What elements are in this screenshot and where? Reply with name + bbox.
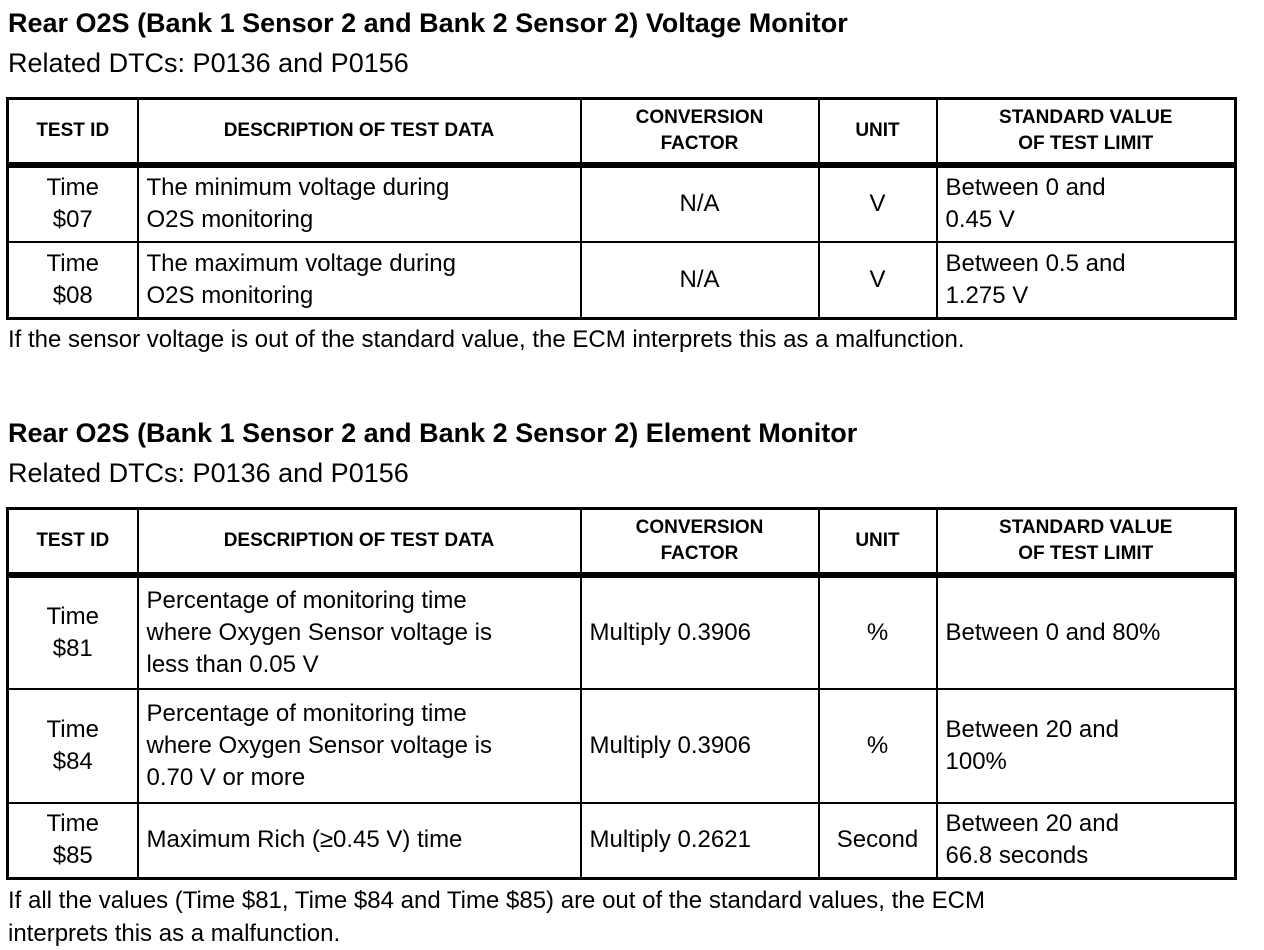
section1-note: If the sensor voltage is out of the standard value, the ECM interprets this as a malfunction. xyxy=(8,326,965,353)
description-line: where Oxygen Sensor voltage is xyxy=(146,618,493,646)
test-id-code: $85 xyxy=(52,842,93,870)
section2-title: Rear O2S (Bank 1 Sensor 2 and Bank 2 Sensor 2) Element Monitor xyxy=(8,418,858,448)
limit-line: 100% xyxy=(945,747,1007,775)
description-cell xyxy=(138,803,581,879)
note-line: If all the values (Time $81, Time $84 and Time $85) are out of the standard values, the ECM xyxy=(8,887,985,914)
unit-cell: Second xyxy=(819,803,937,879)
header-standard-line2: OF TEST LIMIT xyxy=(1018,132,1154,154)
test-id-code: $07 xyxy=(52,206,93,233)
header-conversion-line2: FACTOR xyxy=(660,542,739,564)
header-standard-value xyxy=(937,99,1236,165)
limit-line: Between 20 and xyxy=(945,810,1119,838)
header-unit: UNIT xyxy=(819,99,937,165)
test-id-code: $84 xyxy=(52,747,93,775)
conversion-cell: Multiply 0.2621 xyxy=(581,803,819,879)
header-standard-value xyxy=(937,509,1236,575)
test-id-label: Time xyxy=(46,249,99,277)
conversion-cell: Multiply 0.3906 xyxy=(581,689,819,803)
header-standard-line1: STANDARD VALUE xyxy=(999,516,1173,538)
limit-line: 0.45 V xyxy=(945,206,1015,233)
header-conversion-factor xyxy=(581,509,819,575)
standard-value-cell xyxy=(937,575,1236,689)
limit-line: Between 0 and xyxy=(945,174,1106,201)
description-line: O2S monitoring xyxy=(146,206,314,233)
table-row xyxy=(8,575,1236,689)
test-id-label: Time xyxy=(46,715,99,743)
description-line: 0.70 V or more xyxy=(146,763,306,791)
limit-line: 1.275 V xyxy=(945,281,1029,309)
standard-value-cell xyxy=(937,689,1236,803)
test-id-cell xyxy=(8,242,138,319)
table-header-row xyxy=(8,99,1236,165)
header-conversion-line1: CONVERSION xyxy=(635,106,764,128)
conversion-cell: Multiply 0.3906 xyxy=(581,575,819,689)
conversion-cell: N/A xyxy=(581,242,819,319)
header-unit: UNIT xyxy=(819,509,937,575)
description-line: O2S monitoring xyxy=(146,281,314,309)
table-row xyxy=(8,689,1236,803)
unit-cell: V xyxy=(819,165,937,242)
section1-related-dtcs: Related DTCs: P0136 and P0156 xyxy=(8,48,409,78)
test-id-cell xyxy=(8,165,138,242)
limit-line: Between 20 and xyxy=(945,715,1119,743)
element-monitor-table xyxy=(6,507,1237,880)
section2-note xyxy=(8,884,1238,950)
header-standard-line2: OF TEST LIMIT xyxy=(1018,542,1154,564)
description-cell xyxy=(138,575,581,689)
test-id-label: Time xyxy=(46,602,99,630)
header-standard-line1: STANDARD VALUE xyxy=(999,106,1173,128)
note-line: interprets this as a malfunction. xyxy=(8,920,341,947)
limit-line: Between 0.5 and xyxy=(945,249,1126,277)
description-line: where Oxygen Sensor voltage is xyxy=(146,731,493,759)
table-header-row xyxy=(8,509,1236,575)
conversion-cell: N/A xyxy=(581,165,819,242)
header-description: DESCRIPTION OF TEST DATA xyxy=(138,99,581,165)
test-id-label: Time xyxy=(46,810,99,838)
unit-cell: V xyxy=(819,242,937,319)
test-id-cell xyxy=(8,803,138,879)
description-cell xyxy=(138,242,581,319)
section1-title: Rear O2S (Bank 1 Sensor 2 and Bank 2 Sensor 2) Voltage Monitor xyxy=(8,8,848,38)
unit-cell: % xyxy=(819,689,937,803)
test-id-cell xyxy=(8,689,138,803)
description-cell xyxy=(138,165,581,242)
section2-related-dtcs: Related DTCs: P0136 and P0156 xyxy=(8,458,409,488)
table-row xyxy=(8,803,1236,879)
description-line: Maximum Rich (≥0.45 V) time xyxy=(146,826,463,854)
description-line: less than 0.05 V xyxy=(146,650,319,678)
test-id-cell xyxy=(8,575,138,689)
standard-value-cell xyxy=(937,803,1236,879)
description-line: Percentage of monitoring time xyxy=(146,586,467,614)
test-id-code: $81 xyxy=(52,634,93,662)
description-line: The minimum voltage during xyxy=(146,174,450,201)
test-id-code: $08 xyxy=(52,281,93,309)
limit-line: 66.8 seconds xyxy=(945,842,1089,870)
unit-cell: % xyxy=(819,575,937,689)
header-description: DESCRIPTION OF TEST DATA xyxy=(138,509,581,575)
header-conversion-factor xyxy=(581,99,819,165)
standard-value-cell xyxy=(937,242,1236,319)
voltage-monitor-table xyxy=(6,97,1237,320)
table-row xyxy=(8,165,1236,242)
header-conversion-line1: CONVERSION xyxy=(635,516,764,538)
description-cell xyxy=(138,689,581,803)
header-conversion-line2: FACTOR xyxy=(660,132,739,154)
limit-line: Between 0 and 80% xyxy=(945,618,1161,646)
table-row xyxy=(8,242,1236,319)
description-line: The maximum voltage during xyxy=(146,249,456,277)
description-line: Percentage of monitoring time xyxy=(146,699,467,727)
header-test-id: TEST ID xyxy=(8,99,138,165)
header-test-id: TEST ID xyxy=(8,509,138,575)
standard-value-cell xyxy=(937,165,1236,242)
test-id-label: Time xyxy=(46,174,99,201)
